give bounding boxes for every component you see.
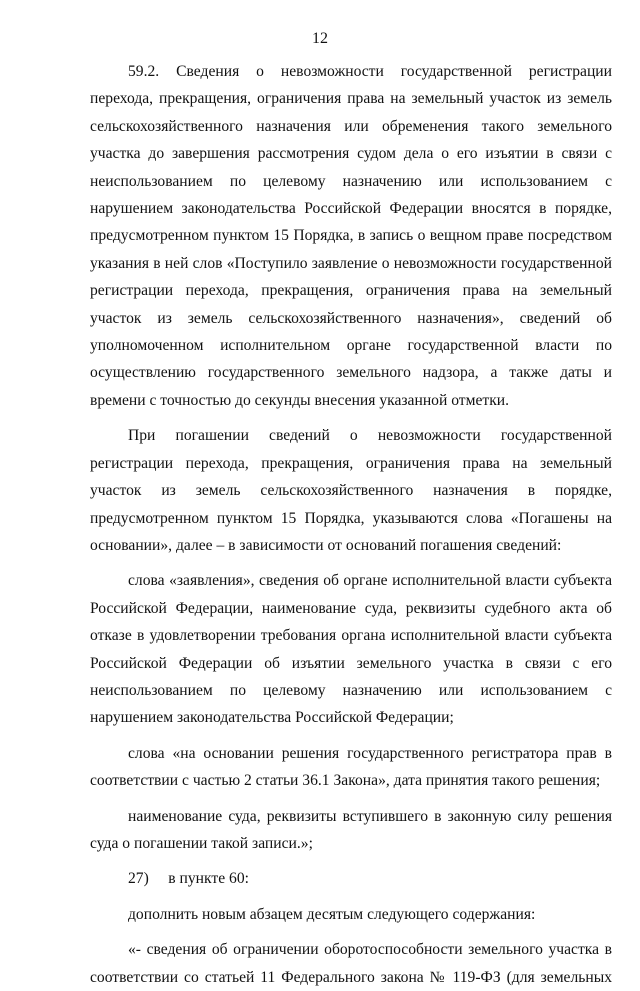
paragraph-words-registrar-decision: слова «на основании решения государственного регистратора прав в соответствии с частью 2 статьи 36.1 Закона», дата принятия такого решения; — [90, 744, 612, 790]
paragraph-words-application: слова «заявления», сведения об органе исполнительной власти субъекта Российской Федерации, наименование суда, реквизиты судебного акта об отказе в удовлетворении требования органа исполнительной власти субъекта Российской Федерации об изъятии земельного участка в связи с его неиспользованием по целевому назначению или использованием с нарушением законодательства Российской Федерации; — [90, 572, 612, 727]
paragraph-gap — [90, 795, 612, 803]
paragraph-gap — [90, 732, 612, 740]
paragraph-quoted-clause: «- сведения об ограничении оборотоспособности земельного участка в соответствии со статьей 11 Федерального закона № 119-ФЗ (для земельных — [90, 941, 612, 986]
paragraph-gap — [90, 857, 612, 865]
paragraph-court-name: наименование суда, реквизиты вступившего в законную силу решения суда о погашении такой записи.»; — [90, 807, 612, 852]
page-number: 12 — [312, 30, 328, 47]
paragraph-59-2: 59.2. Сведения о невозможности государственной регистрации перехода, прекращения, ограничения права на земельный участок из земель сельскохозяйственного назначения или обременения такого земельного участка до завершения рассмотрения судом дела о его изъятии в связи с неиспользованием по целевому назначению или использованием с нарушением законодательства Российской Федерации вносятся в порядке, предусмотренном пунктом 15 Порядка, в запись о вещном праве посредством указания в ней слов «Поступило заявление о невозможности государственной регистрации перехода, прекращения, ограничения права на земельный участок из земель сельскохозяйственного назначения», сведений об уполномоченном исполнительном органе государственной власти по осуществлению государственного земельного надзора, а также даты и времени с точностью до секунды внесения указанной отметки. — [90, 63, 612, 409]
paragraph-cancellation: При погашении сведений о невозможности государственной регистрации перехода, прекращения, ограничения права на земельный участок из земель сельскохозяйственного назначения в порядке, предусмотренном пунктом 15 Порядка, указываются слова «Погашены на основании», далее – в зависимости от оснований погашения сведений: — [90, 427, 612, 554]
document-body — [90, 58, 612, 991]
paragraph-gap — [90, 414, 612, 422]
paragraph-item-27: 27) в пункте 60: — [128, 870, 249, 888]
paragraph-gap — [90, 928, 612, 936]
paragraph-add-clause: дополнить новым абзацем десятым следующего содержания: — [128, 905, 536, 923]
paragraph-gap — [90, 893, 612, 901]
paragraph-gap — [90, 559, 612, 567]
